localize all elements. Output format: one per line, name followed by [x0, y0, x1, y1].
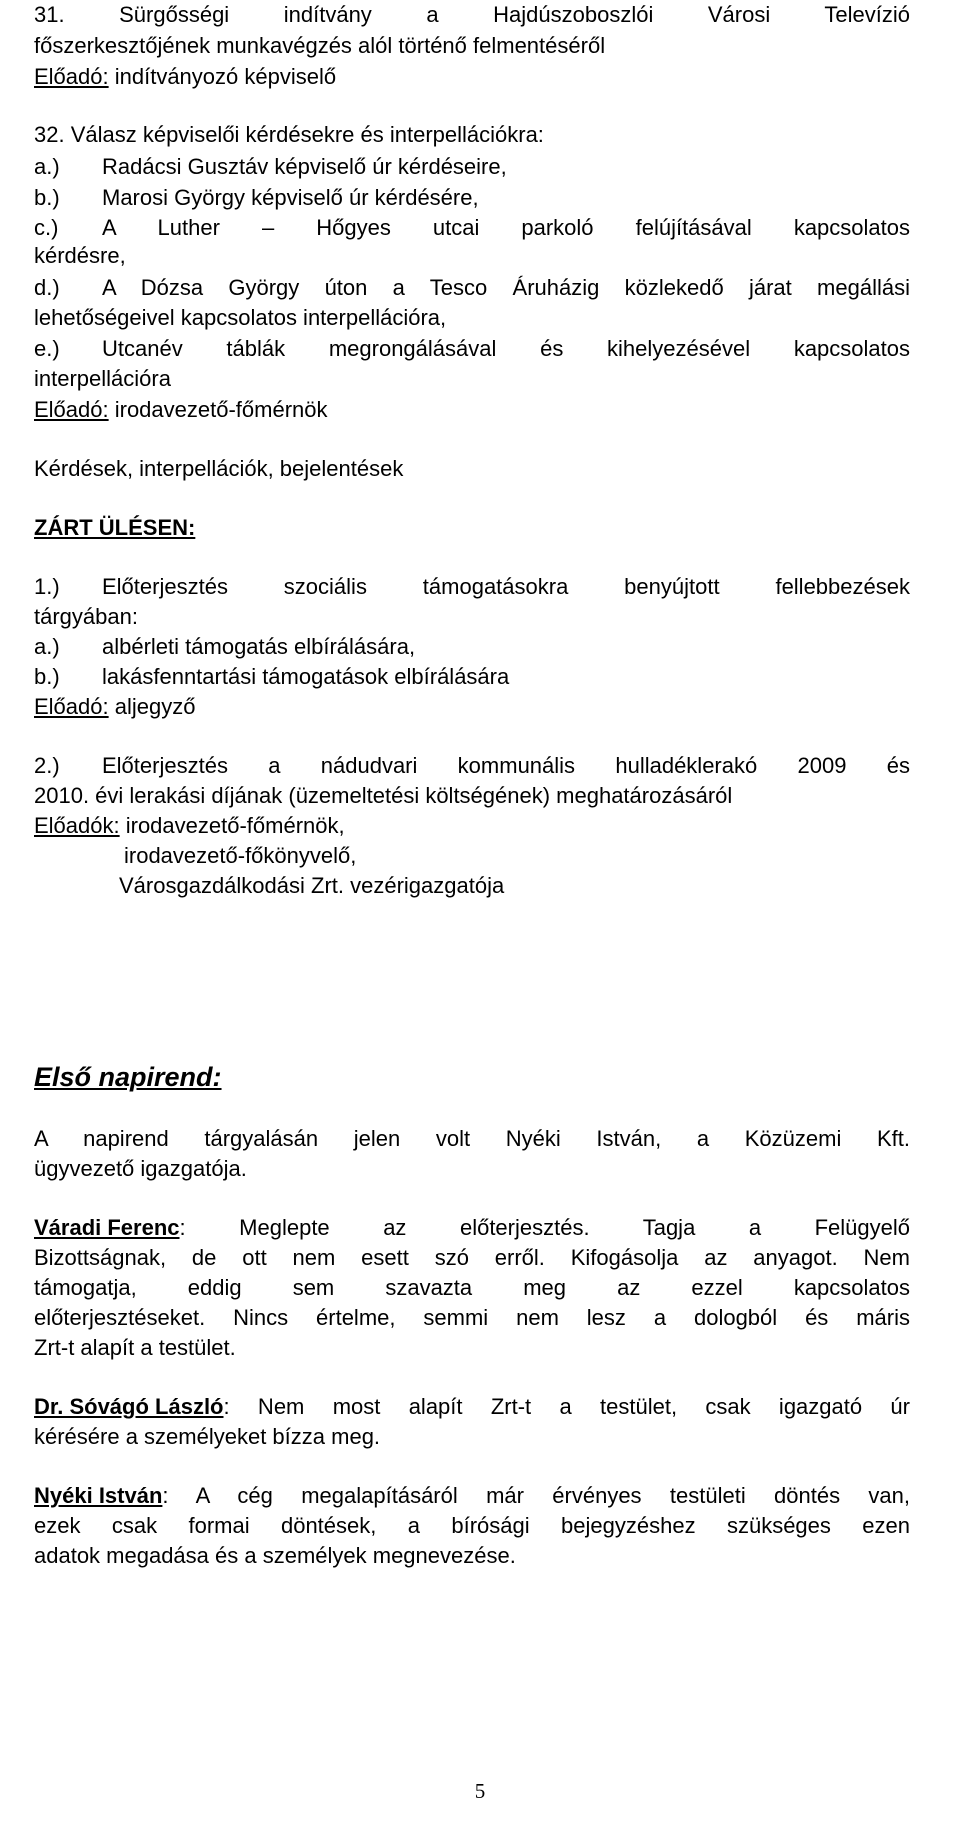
closed-1: [34, 574, 910, 600]
para-2-line-3: támogatja, eddig sem szavazta meg az ezzel kapcsolatos: [34, 1275, 910, 1300]
speech-text: : A cég megalapításáról már érvényes testületi döntés van,: [162, 1483, 910, 1508]
list-label: c.): [34, 215, 59, 240]
para-3-line-2: kérésére a személyeket bízza meg.: [34, 1424, 381, 1449]
first-agenda-heading: Első napirend:: [34, 1062, 222, 1092]
list-label: 2.): [34, 753, 60, 778]
closed-1-a: [34, 634, 910, 660]
page-number: 5: [474, 1779, 486, 1803]
list-text: Radácsi Gusztáv képviselő úr kérdéseire,: [102, 154, 507, 179]
presenter-label: Előadó:: [34, 694, 109, 719]
list-text: Marosi György képviselő úr kérdésére,: [102, 185, 479, 210]
speaker-name: Váradi Ferenc: [34, 1215, 180, 1240]
presenters-label: Előadók:: [34, 813, 120, 838]
list-label: a.): [34, 634, 60, 659]
para-4-line-1: [34, 1483, 910, 1509]
list-text: albérleti támogatás elbírálására,: [102, 634, 416, 659]
item-32-d-cont: lehetőségeivel kapcsolatos interpellációra,: [34, 305, 447, 330]
speech-text: : Meglepte az előterjesztés. Tagja a Felügyelő: [179, 1215, 910, 1240]
list-label: 1.): [34, 574, 60, 599]
para-4-line-3: adatok megadása és a személyek megnevezése.: [34, 1543, 516, 1568]
presenter-label: Előadó:: [34, 397, 109, 422]
para-1-line-2: ügyvezető igazgatója.: [34, 1156, 247, 1181]
presenter-name: irodavezető-főmérnök: [108, 397, 328, 422]
list-text: lakásfenntartási támogatások elbírálására: [102, 664, 510, 689]
list-label: d.): [34, 275, 60, 300]
closed-1-cont: tárgyában:: [34, 604, 138, 629]
item-31-line-2: főszerkesztőjének munkavégzés alól történő felmentéséről: [34, 33, 606, 58]
para-3-line-1: [34, 1394, 910, 1420]
closed-2-presenter-3: Városgazdálkodási Zrt. vezérigazgatója: [119, 873, 505, 898]
para-2-line-4: előterjesztéseket. Nincs értelme, semmi nem lesz a dologból és máris: [34, 1305, 910, 1330]
presenter-name: irodavezető-főmérnök,: [119, 813, 345, 838]
item-31-line-1: 31. Sürgősségi indítvány a Hajdúszoboszlói Városi Televízió: [34, 2, 910, 27]
list-text: Előterjesztés szociális támogatásokra benyújtott fellebbezések: [102, 574, 910, 599]
questions-heading: Kérdések, interpellációk, bejelentések: [34, 456, 404, 481]
list-text: Utcanév táblák megrongálásával és kihelyezésével kapcsolatos: [102, 336, 910, 361]
presenter-name: indítványozó képviselő: [108, 64, 337, 89]
closed-2: [34, 753, 910, 779]
para-2-line-5: Zrt-t alapít a testület.: [34, 1335, 236, 1360]
speaker-name: Dr. Sóvágó László: [34, 1394, 224, 1419]
list-label: a.): [34, 154, 60, 179]
speaker-name: Nyéki István: [34, 1483, 163, 1508]
closed-1-presenter: [34, 694, 910, 720]
closed-session-heading: ZÁRT ÜLÉSEN:: [34, 515, 196, 540]
closed-2-presenter-2: irodavezető-főkönyvelő,: [124, 843, 357, 868]
list-text: Előterjesztés a nádudvari kommunális hulladéklerakó 2009 és: [102, 753, 910, 778]
closed-1-b: [34, 664, 910, 690]
speech-text: : Nem most alapít Zrt-t a testület, csak igazgató úr: [223, 1394, 910, 1419]
list-text: A Luther – Hőgyes utcai parkoló felújításával kapcsolatos: [102, 215, 910, 240]
item-32-a: [34, 154, 910, 180]
list-label: e.): [34, 336, 60, 361]
item-32-c-cont: kérdésre,: [34, 243, 126, 268]
item-32-d: [34, 275, 910, 301]
item-32-b: [34, 185, 910, 211]
presenter-name: aljegyző: [108, 694, 196, 719]
list-text: A Dózsa György úton a Tesco Áruházig közlekedő járat megállási: [102, 275, 910, 300]
para-2-line-2: Bizottságnak, de ott nem esett szó erről. Kifogásolja az anyagot. Nem: [34, 1245, 910, 1270]
item-32-title: 32. Válasz képviselői kérdésekre és interpellációkra:: [34, 122, 544, 147]
para-2-line-1: [34, 1215, 910, 1241]
item-32-c: [34, 215, 910, 241]
closed-2-presenters: [34, 813, 910, 839]
closed-2-cont: 2010. évi lerakási díjának (üzemeltetési költségének) meghatározásáról: [34, 783, 733, 808]
presenter-label: Előadó:: [34, 64, 109, 89]
item-32-presenter: [34, 397, 910, 423]
list-label: b.): [34, 185, 60, 210]
item-32-e: [34, 336, 910, 362]
item-31-presenter: [34, 64, 910, 90]
item-32-e-cont: interpellációra: [34, 366, 171, 391]
para-4-line-2: ezek csak formai döntések, a bírósági bejegyzéshez szükséges ezen: [34, 1513, 910, 1538]
list-label: b.): [34, 664, 60, 689]
para-1-line-1: A napirend tárgyalásán jelen volt Nyéki István, a Közüzemi Kft.: [34, 1126, 910, 1151]
